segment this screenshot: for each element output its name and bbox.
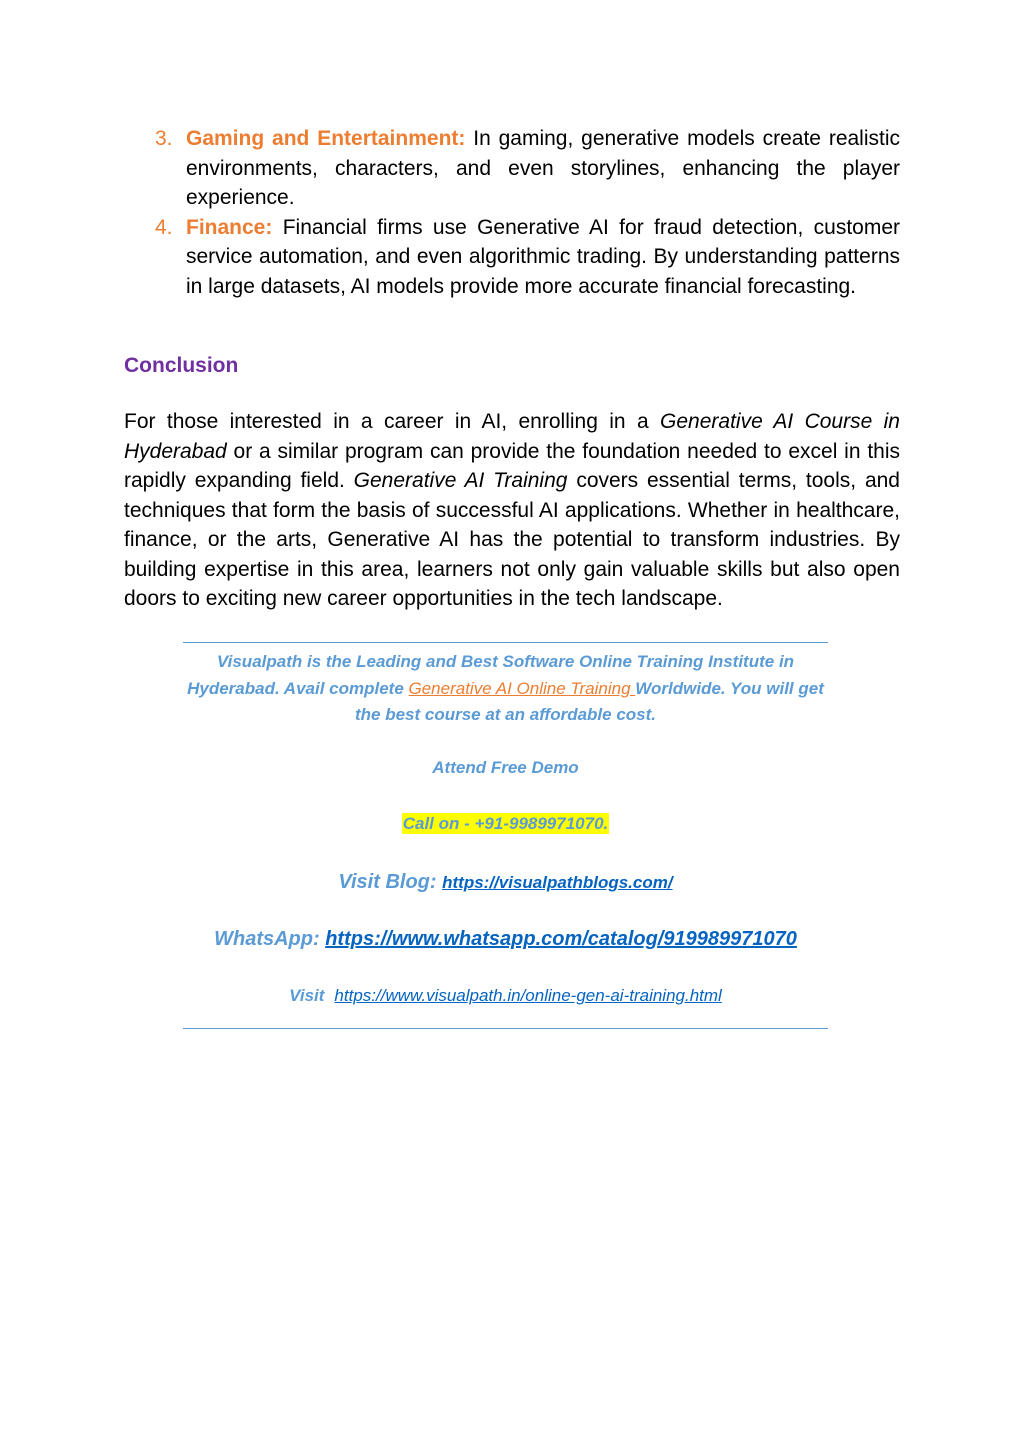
list-item-heading: Gaming and Entertainment: bbox=[186, 127, 466, 150]
numbered-list bbox=[124, 124, 900, 301]
conclusion-heading: Conclusion bbox=[124, 354, 239, 377]
visit-line bbox=[183, 986, 828, 1006]
conclusion-text: covers essential terms, tools, and techniques that form the basis of successful AI applications. Whether in healthcare, finance, or the arts, Generative AI has the potential to transform industries. By building expertise in this area, learners not only gain valuable skills but also open doors to exciting new career opportunities in the tech landscape. bbox=[124, 469, 900, 610]
whatsapp-link[interactable]: https://www.whatsapp.com/catalog/919989971070 bbox=[325, 928, 797, 950]
conclusion-text: or a similar program can provide the foundation needed to excel in this rapidly expanding field. bbox=[124, 439, 900, 492]
training-name-emphasis: Generative AI Training bbox=[353, 469, 568, 492]
blog-link[interactable]: https://visualpathblogs.com/ bbox=[442, 873, 673, 892]
visit-label: Visit bbox=[289, 986, 325, 1005]
promo-text: Worldwide. You will get the best course at an affordable cost. bbox=[354, 678, 824, 724]
call-line bbox=[183, 814, 828, 834]
promo-text: Visualpath is the Leading and Best Software Online Training Institute in Hyderabad. Avail complete bbox=[187, 652, 795, 698]
blog-line bbox=[183, 871, 828, 894]
phone-number-highlight: Call on - +91-9989971070. bbox=[402, 814, 609, 833]
list-item-heading: Finance: bbox=[186, 215, 273, 239]
whatsapp-line bbox=[183, 928, 828, 951]
list-number: 3. bbox=[155, 127, 173, 150]
list-item-text: In gaming, generative models create realistic environments, characters, and even storylines, enhancing the player experience. bbox=[186, 127, 901, 209]
list-item bbox=[124, 124, 900, 213]
conclusion-paragraph bbox=[124, 407, 900, 614]
free-demo-text: Attend Free Demo bbox=[432, 758, 579, 777]
whatsapp-label: WhatsApp: bbox=[214, 928, 326, 950]
list-number: 4. bbox=[155, 215, 173, 239]
promo-box bbox=[183, 642, 828, 1029]
blog-label: Visit Blog: bbox=[338, 871, 443, 893]
list-item bbox=[124, 213, 900, 302]
training-link[interactable]: Generative AI Online Training bbox=[408, 678, 636, 698]
website-link[interactable]: https://www.visualpath.in/online-gen-ai-training.html bbox=[334, 986, 722, 1005]
promo-description bbox=[183, 649, 828, 729]
list-item-text: Financial firms use Generative AI for fraud detection, customer service automation, and even algorithmic trading. By understanding patterns in large datasets, AI models provide more accurate financial forecasting. bbox=[186, 215, 900, 298]
conclusion-text: For those interested in a career in AI, enrolling in a bbox=[124, 410, 661, 433]
course-name-emphasis: Generative AI Course in Hyderabad bbox=[124, 410, 900, 463]
